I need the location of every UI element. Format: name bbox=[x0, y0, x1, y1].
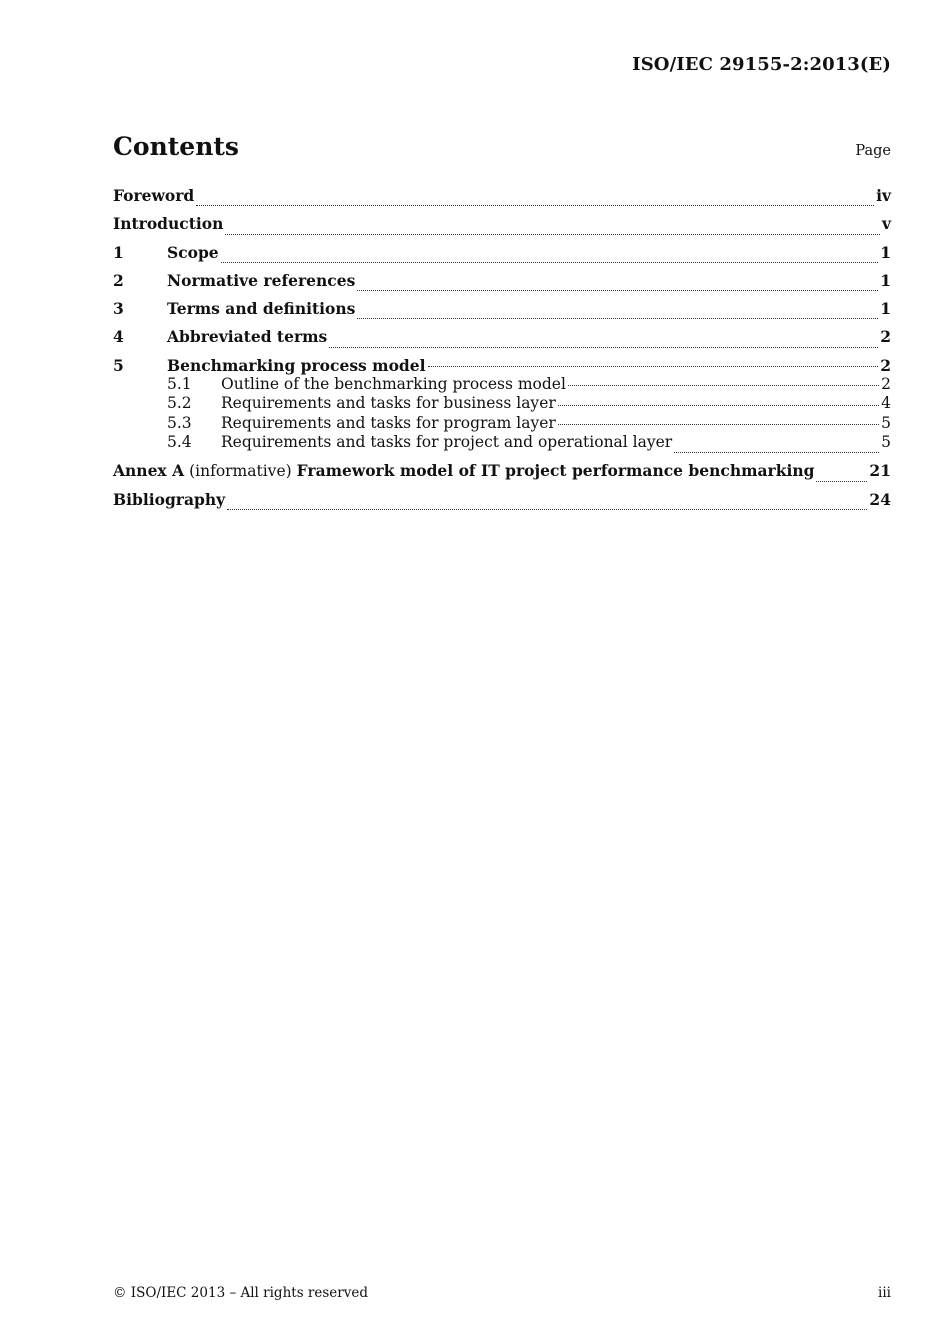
toc-entry-page: 2 bbox=[881, 375, 891, 394]
toc-entry-clause-4[interactable] bbox=[113, 327, 891, 355]
toc-entry-page: 1 bbox=[880, 242, 891, 262]
toc-entry-clause-5[interactable] bbox=[113, 356, 891, 375]
dot-leader bbox=[816, 480, 867, 482]
toc-entry-number: 3 bbox=[113, 299, 124, 319]
toc-entry-page: 2 bbox=[880, 327, 891, 347]
toc-entry-page: 24 bbox=[869, 489, 891, 509]
annex-label: Annex A bbox=[113, 461, 185, 481]
toc-entry-number: 5 bbox=[113, 355, 124, 375]
toc-entry-title: Terms and definitions bbox=[167, 299, 356, 319]
dot-leader bbox=[221, 261, 879, 263]
annex-note: (informative) bbox=[189, 462, 292, 481]
dot-leader bbox=[227, 508, 867, 510]
toc-entry-page: iv bbox=[876, 186, 891, 205]
toc-entry-page: 2 bbox=[880, 355, 891, 375]
toc-entry-clause-3[interactable] bbox=[113, 299, 891, 327]
toc-entry-subclause-5-4[interactable] bbox=[113, 433, 891, 461]
toc-entry-title: Requirements and tasks for business layer bbox=[221, 394, 556, 413]
dot-leader bbox=[329, 346, 878, 348]
toc-entry-number: 5.4 bbox=[167, 432, 192, 451]
toc-entry-introduction[interactable] bbox=[113, 214, 891, 242]
toc-entry-number: 5.3 bbox=[167, 413, 192, 432]
toc-entry-title: Outline of the benchmarking process model bbox=[221, 375, 566, 394]
dot-leader bbox=[225, 233, 880, 235]
dot-leader bbox=[428, 365, 879, 367]
toc-entry-title: Introduction bbox=[113, 214, 224, 234]
toc-entry-clause-2[interactable] bbox=[113, 271, 891, 299]
toc-entry-subclause-5-2[interactable] bbox=[113, 394, 891, 413]
toc-entry-number: 4 bbox=[113, 327, 124, 347]
toc-entry-title: Scope bbox=[167, 242, 219, 262]
toc-entry-page: 21 bbox=[869, 461, 891, 481]
toc-entry-title: Benchmarking process model bbox=[167, 355, 426, 375]
toc-entry-annex-a[interactable] bbox=[113, 461, 891, 489]
toc-entry-page: 5 bbox=[881, 432, 891, 451]
toc-entry-subclause-5-1[interactable] bbox=[113, 375, 891, 394]
toc-entry-page: 5 bbox=[881, 413, 891, 432]
page-column-label: Page bbox=[855, 143, 891, 159]
dot-leader bbox=[357, 289, 878, 291]
dot-leader bbox=[558, 423, 879, 425]
contents-heading: Contents bbox=[113, 132, 240, 161]
document-id: ISO/IEC 29155-2:2013(E) bbox=[632, 54, 891, 75]
toc-entry-number: 5.2 bbox=[167, 394, 192, 413]
toc-entry-page: v bbox=[881, 214, 891, 234]
annex-title: Framework model of IT project performance benchmarking bbox=[296, 461, 815, 481]
toc-entry-title: Requirements and tasks for project and operational layer bbox=[221, 432, 673, 451]
toc-entry-number: 1 bbox=[113, 242, 124, 262]
toc-entry-title: Foreword bbox=[113, 186, 195, 205]
toc-entry-page: 1 bbox=[880, 299, 891, 319]
toc-entry-number: 2 bbox=[113, 270, 124, 290]
dot-leader bbox=[568, 384, 879, 386]
toc-entry-number: 5.1 bbox=[167, 375, 192, 394]
page-number: iii bbox=[878, 1285, 891, 1301]
toc-entry-foreword[interactable] bbox=[113, 186, 891, 214]
toc-entry-page: 1 bbox=[880, 270, 891, 290]
toc-entry-title: Normative references bbox=[167, 270, 356, 290]
toc-entry-subclause-5-3[interactable] bbox=[113, 414, 891, 433]
toc-entry-bibliography[interactable] bbox=[113, 490, 891, 518]
dot-leader bbox=[357, 317, 878, 319]
dot-leader bbox=[558, 404, 879, 406]
toc-entry-page: 4 bbox=[881, 394, 891, 413]
toc-entry-title: Bibliography bbox=[113, 489, 226, 509]
copyright-notice: © ISO/IEC 2013 – All rights reserved bbox=[113, 1285, 368, 1301]
table-of-contents bbox=[113, 186, 891, 518]
toc-entry-title: Abbreviated terms bbox=[167, 327, 328, 347]
dot-leader bbox=[674, 451, 879, 453]
toc-entry-title: Requirements and tasks for program layer bbox=[221, 413, 556, 432]
toc-entry-clause-1[interactable] bbox=[113, 243, 891, 271]
dot-leader bbox=[196, 204, 874, 206]
